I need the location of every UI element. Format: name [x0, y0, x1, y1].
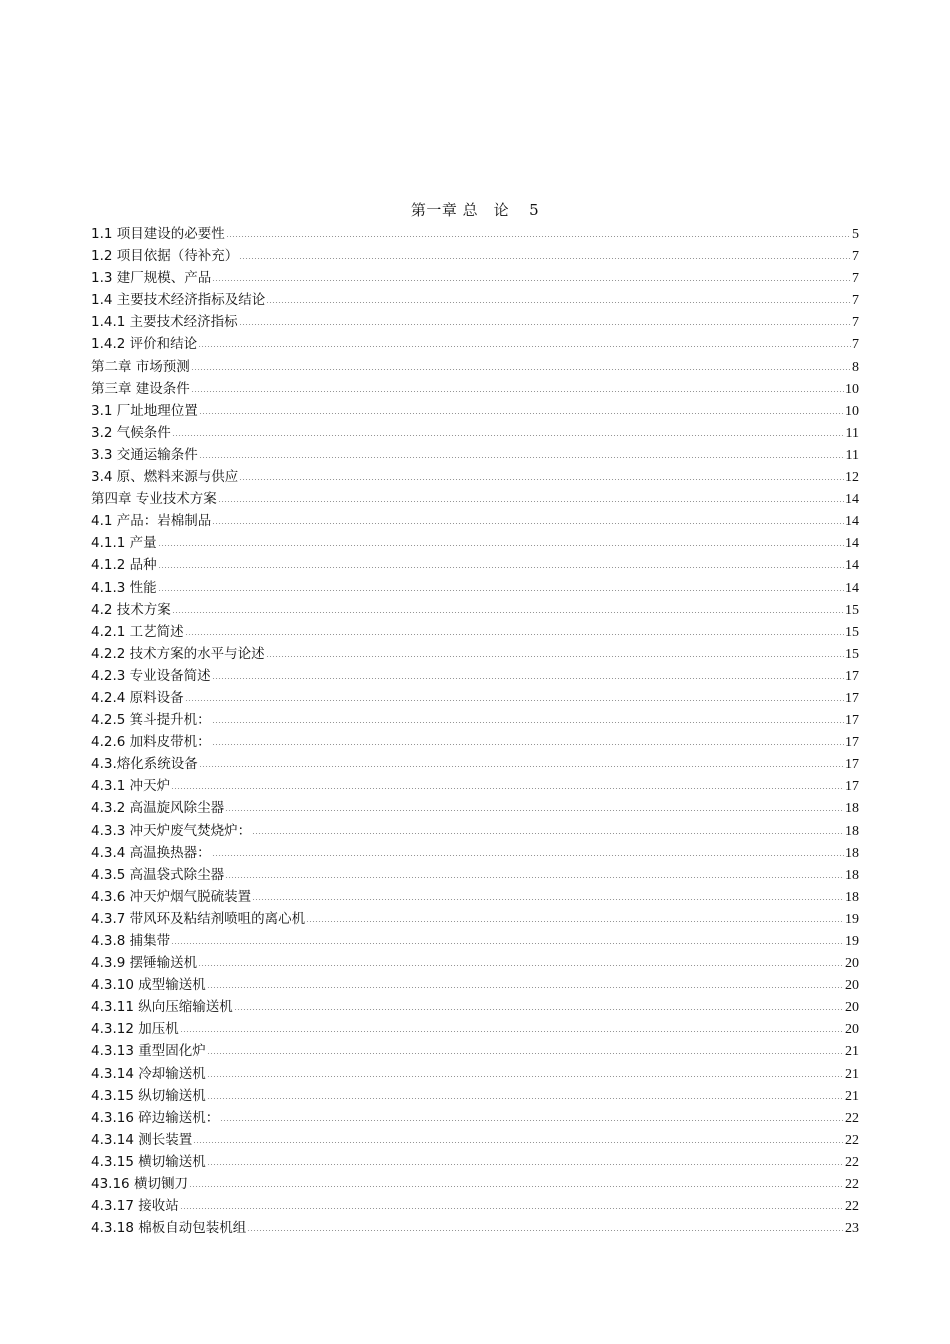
toc-dot-leader [266, 656, 844, 657]
toc-entry-label: 4.2 技术方案 [91, 601, 171, 618]
toc-entry-label: 4.3.8 捕集带 [91, 933, 171, 949]
toc-entry-page: 15 [845, 646, 859, 662]
toc-entry-label: 4.3.12 加压机 [91, 1021, 179, 1038]
toc-entry[interactable] [91, 1173, 859, 1195]
toc-dot-leader [212, 523, 844, 524]
toc-dot-leader [207, 1098, 844, 1099]
toc-dot-leader [266, 302, 851, 303]
toc-entry[interactable] [91, 333, 859, 355]
toc-entry-label: 4.3.17 接收站 [91, 1198, 179, 1215]
toc-entry[interactable] [91, 908, 859, 930]
toc-entry[interactable] [91, 820, 859, 842]
toc-heading-page: 5 [529, 201, 540, 219]
toc-entry[interactable] [91, 1151, 859, 1173]
toc-entry-page: 10 [845, 403, 859, 419]
toc-entry-label: 第三章 建设条件 [91, 380, 190, 397]
table-of-contents [91, 223, 859, 1239]
toc-entry-label: 4.2.2 技术方案的水平与论述 [91, 645, 265, 662]
toc-entry-page: 17 [845, 668, 859, 684]
toc-dot-leader [225, 810, 844, 811]
toc-heading [0, 199, 950, 221]
toc-entry-page: 22 [845, 1132, 859, 1148]
toc-entry-label: 4.1 产品：岩棉制品 [91, 513, 212, 530]
toc-entry-page: 22 [845, 1177, 859, 1193]
toc-entry-label: 第四章 专业技术方案 [91, 491, 217, 508]
toc-entry-page: 18 [845, 823, 859, 839]
toc-entry-label: 4.3.11 纵向压缩输送机 [91, 999, 233, 1016]
toc-entry-page: 21 [845, 1088, 859, 1104]
toc-entry-page: 20 [845, 978, 859, 994]
toc-entry-label: 4.3.2 高温旋风除尘器 [91, 800, 225, 817]
toc-entry[interactable] [91, 996, 859, 1018]
toc-entry[interactable] [91, 797, 859, 819]
toc-dot-leader [185, 634, 844, 635]
toc-dot-leader [212, 722, 844, 723]
toc-dot-leader [212, 744, 844, 745]
toc-entry-label: 4.1.2 品种 [91, 557, 157, 574]
toc-entry-label: 第二章 市场预测 [91, 358, 190, 375]
toc-entry-page: 18 [845, 889, 859, 905]
toc-entry[interactable] [91, 223, 859, 245]
toc-entry[interactable] [91, 709, 859, 731]
toc-entry-page: 7 [852, 337, 859, 353]
toc-entry-page: 15 [845, 624, 859, 640]
toc-entry-page: 14 [845, 492, 859, 508]
toc-entry[interactable] [91, 554, 859, 576]
toc-entry-label: 4.3.16 碎边输送机： [91, 1109, 220, 1126]
toc-dot-leader [239, 258, 851, 259]
toc-entry-page: 22 [845, 1110, 859, 1126]
toc-entry-label: 4.3.10 成型输送机 [91, 977, 206, 994]
toc-entry-label: 4.3.14 测长装置 [91, 1131, 193, 1148]
toc-entry[interactable] [91, 1129, 859, 1151]
toc-dot-leader [193, 1142, 844, 1143]
toc-entry[interactable] [91, 952, 859, 974]
toc-dot-leader [226, 236, 851, 237]
toc-entry[interactable] [91, 930, 859, 952]
toc-dot-leader [191, 391, 844, 392]
toc-entry[interactable] [91, 665, 859, 687]
toc-dot-leader [180, 1208, 844, 1209]
toc-entry[interactable] [91, 488, 859, 510]
toc-entry-label: 4.3.3 冲天炉废气焚烧炉： [91, 822, 252, 839]
toc-dot-leader [199, 457, 845, 458]
toc-entry[interactable] [91, 731, 859, 753]
toc-dot-leader [199, 413, 844, 414]
toc-entry-page: 20 [845, 1000, 859, 1016]
toc-entry[interactable] [91, 1107, 859, 1129]
toc-entry[interactable] [91, 621, 859, 643]
toc-dot-leader [199, 766, 844, 767]
toc-entry-label: 4.3.熔化系统设备 [91, 756, 198, 773]
toc-dot-leader [172, 435, 845, 436]
toc-entry-label: 3.2 气候条件 [91, 424, 171, 441]
toc-entry-page: 17 [845, 757, 859, 773]
toc-entry-page: 23 [845, 1221, 859, 1237]
toc-entry[interactable] [91, 267, 859, 289]
toc-entry-page: 11 [845, 447, 859, 463]
toc-entry-page: 22 [845, 1154, 859, 1170]
toc-dot-leader [180, 1031, 844, 1032]
toc-entry-label: 43.16 横切铡刀 [91, 1176, 188, 1193]
toc-entry[interactable] [91, 422, 859, 444]
toc-entry[interactable] [91, 466, 859, 488]
toc-entry-page: 17 [845, 735, 859, 751]
toc-entry-page: 14 [845, 514, 859, 530]
toc-entry-page: 17 [845, 779, 859, 795]
toc-heading-text: 第一章 总 论 [410, 201, 510, 219]
toc-entry[interactable] [91, 687, 859, 709]
toc-entry[interactable] [91, 974, 859, 996]
toc-entry[interactable] [91, 1040, 859, 1062]
toc-entry-label: 4.3.15 纵切输送机 [91, 1087, 206, 1104]
toc-entry-page: 20 [845, 1022, 859, 1038]
toc-entry[interactable] [91, 643, 859, 665]
toc-entry[interactable] [91, 1195, 859, 1217]
toc-entry[interactable] [91, 864, 859, 886]
toc-entry-label: 4.2.6 加料皮带机： [91, 734, 211, 751]
toc-entry-label: 1.4.2 评价和结论 [91, 336, 198, 353]
toc-entry-page: 7 [852, 293, 859, 309]
toc-entry[interactable] [91, 245, 859, 267]
toc-entry-page: 19 [845, 911, 859, 927]
toc-entry-page: 8 [852, 359, 859, 375]
toc-entry[interactable] [91, 444, 859, 466]
toc-entry[interactable] [91, 886, 859, 908]
toc-entry-label: 4.3.5 高温袋式除尘器 [91, 866, 225, 883]
toc-dot-leader [234, 1009, 844, 1010]
toc-entry-page: 15 [845, 602, 859, 618]
toc-entry[interactable] [91, 599, 859, 621]
toc-entry-label: 4.3.13 重型固化炉 [91, 1043, 206, 1060]
toc-entry-label: 4.1.1 产量 [91, 535, 157, 552]
toc-entry-label: 4.3.18 棉板自动包装机组 [91, 1220, 247, 1237]
toc-entry-page: 21 [845, 1066, 859, 1082]
toc-entry-label: 4.3.4 高温换热器： [91, 844, 211, 861]
toc-entry[interactable] [91, 842, 859, 864]
toc-entry-page: 7 [852, 315, 859, 331]
toc-entry[interactable] [91, 1217, 859, 1239]
toc-entry-label: 4.2.5 箕斗提升机： [91, 712, 211, 729]
toc-entry-label: 4.2.4 原料设备 [91, 689, 184, 706]
toc-dot-leader [220, 1120, 844, 1121]
toc-entry[interactable] [91, 753, 859, 775]
toc-entry[interactable] [91, 400, 859, 422]
toc-entry[interactable] [91, 532, 859, 554]
toc-dot-leader [191, 369, 851, 370]
toc-entry[interactable] [91, 311, 859, 333]
toc-dot-leader [207, 1053, 844, 1054]
toc-dot-leader [158, 567, 844, 568]
toc-entry-page: 19 [845, 934, 859, 949]
toc-entry-page: 10 [845, 381, 859, 397]
toc-dot-leader [212, 678, 844, 679]
toc-entry-label: 4.3.7 带风环及粘结剂喷咀的离心机 [91, 910, 306, 927]
toc-entry[interactable] [91, 289, 859, 311]
toc-entry-label: 4.3.1 冲天炉 [91, 778, 171, 795]
toc-dot-leader [247, 1230, 844, 1231]
toc-dot-leader [218, 501, 844, 502]
toc-entry-label: 1.3 建厂规模、产品 [91, 270, 212, 287]
toc-entry-label: 3.4 原、燃料来源与供应 [91, 469, 239, 486]
toc-entry-page: 21 [845, 1044, 859, 1060]
toc-entry-label: 3.1 厂址地理位置 [91, 402, 198, 419]
toc-dot-leader [225, 877, 844, 878]
toc-entry-page: 14 [845, 536, 859, 552]
toc-entry-label: 4.2.3 专业设备简述 [91, 667, 211, 684]
toc-entry[interactable] [91, 1085, 859, 1107]
toc-entry-page: 17 [845, 713, 859, 729]
toc-dot-leader [306, 921, 844, 922]
toc-dot-leader [239, 479, 844, 480]
toc-entry[interactable] [91, 510, 859, 532]
toc-dot-leader [171, 788, 844, 789]
toc-entry[interactable] [91, 1018, 859, 1040]
toc-entry-page: 14 [845, 580, 859, 596]
toc-entry-label: 4.3.15 横切输送机 [91, 1153, 206, 1170]
toc-entry-label: 1.2 项目依据（待补充） [91, 248, 239, 265]
toc-entry-page: 14 [845, 558, 859, 574]
toc-dot-leader [158, 590, 844, 591]
toc-entry-label: 4.3.9 摆锤输送机 [91, 955, 198, 972]
toc-dot-leader [212, 855, 844, 856]
toc-entry-page: 12 [845, 470, 859, 486]
toc-entry-page: 18 [845, 801, 859, 817]
toc-entry-page: 18 [845, 867, 859, 883]
toc-entry-label: 1.4 主要技术经济指标及结论 [91, 292, 266, 309]
toc-entry[interactable] [91, 1063, 859, 1085]
toc-entry-page: 11 [845, 425, 859, 441]
toc-dot-leader [207, 1164, 844, 1165]
toc-dot-leader [207, 987, 844, 988]
toc-entry-page: 7 [852, 249, 859, 265]
toc-dot-leader [212, 280, 851, 281]
toc-entry-page: 18 [845, 845, 859, 861]
toc-entry[interactable] [91, 577, 859, 599]
toc-dot-leader [171, 943, 844, 944]
toc-dot-leader [198, 346, 851, 347]
toc-dot-leader [207, 1076, 844, 1077]
toc-entry-label: 4.2.1 工艺简述 [91, 623, 184, 640]
toc-entry-page: 20 [845, 956, 859, 972]
toc-dot-leader [198, 965, 844, 966]
toc-entry-label: 1.4.1 主要技术经济指标 [91, 314, 238, 331]
toc-entry-label: 4.3.6 冲天炉烟气脱硫装置 [91, 888, 252, 905]
toc-dot-leader [172, 612, 844, 613]
toc-dot-leader [252, 833, 844, 834]
toc-entry-page: 7 [852, 271, 859, 287]
toc-entry[interactable] [91, 356, 859, 378]
toc-entry-label: 1.1 项目建设的必要性 [91, 226, 225, 242]
toc-entry-label: 3.3 交通运输条件 [91, 446, 198, 463]
toc-entry-label: 4.1.3 性能 [91, 579, 157, 596]
toc-entry-page: 5 [852, 227, 859, 242]
toc-dot-leader [185, 700, 844, 701]
toc-entry-label: 4.3.14 冷却输送机 [91, 1065, 206, 1082]
toc-entry-page: 22 [845, 1199, 859, 1215]
toc-entry[interactable] [91, 378, 859, 400]
toc-dot-leader [252, 899, 844, 900]
toc-entry[interactable] [91, 775, 859, 797]
toc-dot-leader [189, 1186, 844, 1187]
toc-dot-leader [158, 545, 844, 546]
toc-dot-leader [239, 324, 851, 325]
toc-entry-page: 17 [845, 690, 859, 706]
